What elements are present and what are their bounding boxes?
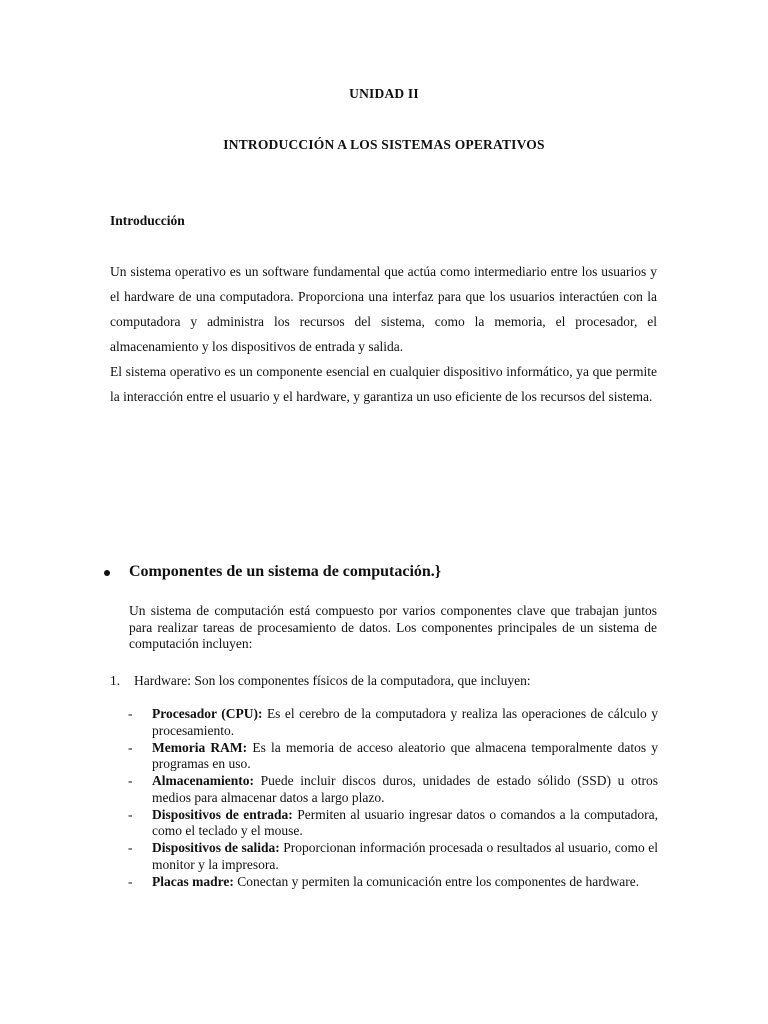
list-item (128, 773, 658, 806)
dash-marker: - (128, 706, 133, 721)
component-description: Permiten al usuario ingresar datos o comandos a la computadora, como el teclado y el mouse. (152, 806, 659, 838)
list-number: 1. (110, 673, 121, 688)
dash-marker: - (128, 806, 133, 822)
introduction-heading: Introducción (110, 213, 185, 228)
component-term: Memoria RAM: (152, 739, 248, 755)
section-intro-paragraph: Un sistema de computación está compuesto por varios componentes clave que trabajan juntos para realizar tareas de procesamiento de datos. Los componentes principales de un sistema de computación incluyen: (129, 603, 657, 651)
component-term: Almacenamiento: (152, 773, 254, 788)
component-description: Es la memoria de acceso aleatorio que almacena temporalmente datos y programas en uso. (152, 739, 659, 771)
introduction-paragraph-1 (110, 259, 657, 359)
component-description: Puede incluir discos duros, unidades de estado sólido (SSD) u otros medios para almacenar datos a largo plazo. (152, 773, 659, 805)
dash-marker: - (128, 840, 133, 855)
dash-marker: - (128, 739, 133, 755)
numbered-list-item (110, 673, 531, 689)
dash-marker: - (128, 773, 133, 788)
list-item (128, 706, 658, 739)
list-item-text: Hardware: Son los componentes físicos de la computadora, que incluyen: (134, 673, 531, 688)
dash-marker: - (128, 873, 133, 889)
bullet-icon (104, 570, 110, 576)
component-description: Es el cerebro de la computadora y realiza las operaciones de cálculo y procesamiento. (152, 706, 658, 738)
paragraph-text: Un sistema operativo es un software fundamental que actúa como intermediario entre los usuarios y el hardware de una computadora. Proporciona una interfaz para que los usuarios interactúen con la computadora y administra los recursos del sistema, como la memoria, el procesador, el almacenamiento y los dispositivos de entrada y salida. (110, 264, 657, 354)
page-title: INTRODUCCIÓN A LOS SISTEMAS OPERATIVOS (223, 137, 545, 152)
list-item (128, 840, 658, 873)
component-term: Dispositivos de entrada: (152, 806, 293, 822)
section-heading-text: Componentes de un sistema de computación.} (129, 563, 442, 580)
component-term: Placas madre: (152, 873, 234, 889)
section-heading (104, 563, 441, 581)
component-term: Dispositivos de salida: (152, 840, 280, 855)
introduction-paragraph-2 (110, 359, 657, 409)
hardware-components-list (128, 706, 658, 891)
component-description: Conectan y permiten la comunicación entre los componentes de hardware. (237, 873, 640, 889)
component-term: Procesador (CPU): (152, 706, 263, 721)
list-item (128, 807, 658, 840)
paragraph-text: El sistema operativo es un componente esencial en cualquier dispositivo informático, ya que permite la interacción entre el usuario y el hardware, y garantiza un uso eficiente de los recursos del sistema. (110, 364, 657, 404)
unit-title: UNIDAD II (349, 86, 419, 101)
component-description: Proporcionan información procesada o resultados al usuario, como el monitor y la impresora. (152, 840, 659, 872)
list-item (128, 874, 658, 891)
list-item (128, 740, 658, 773)
